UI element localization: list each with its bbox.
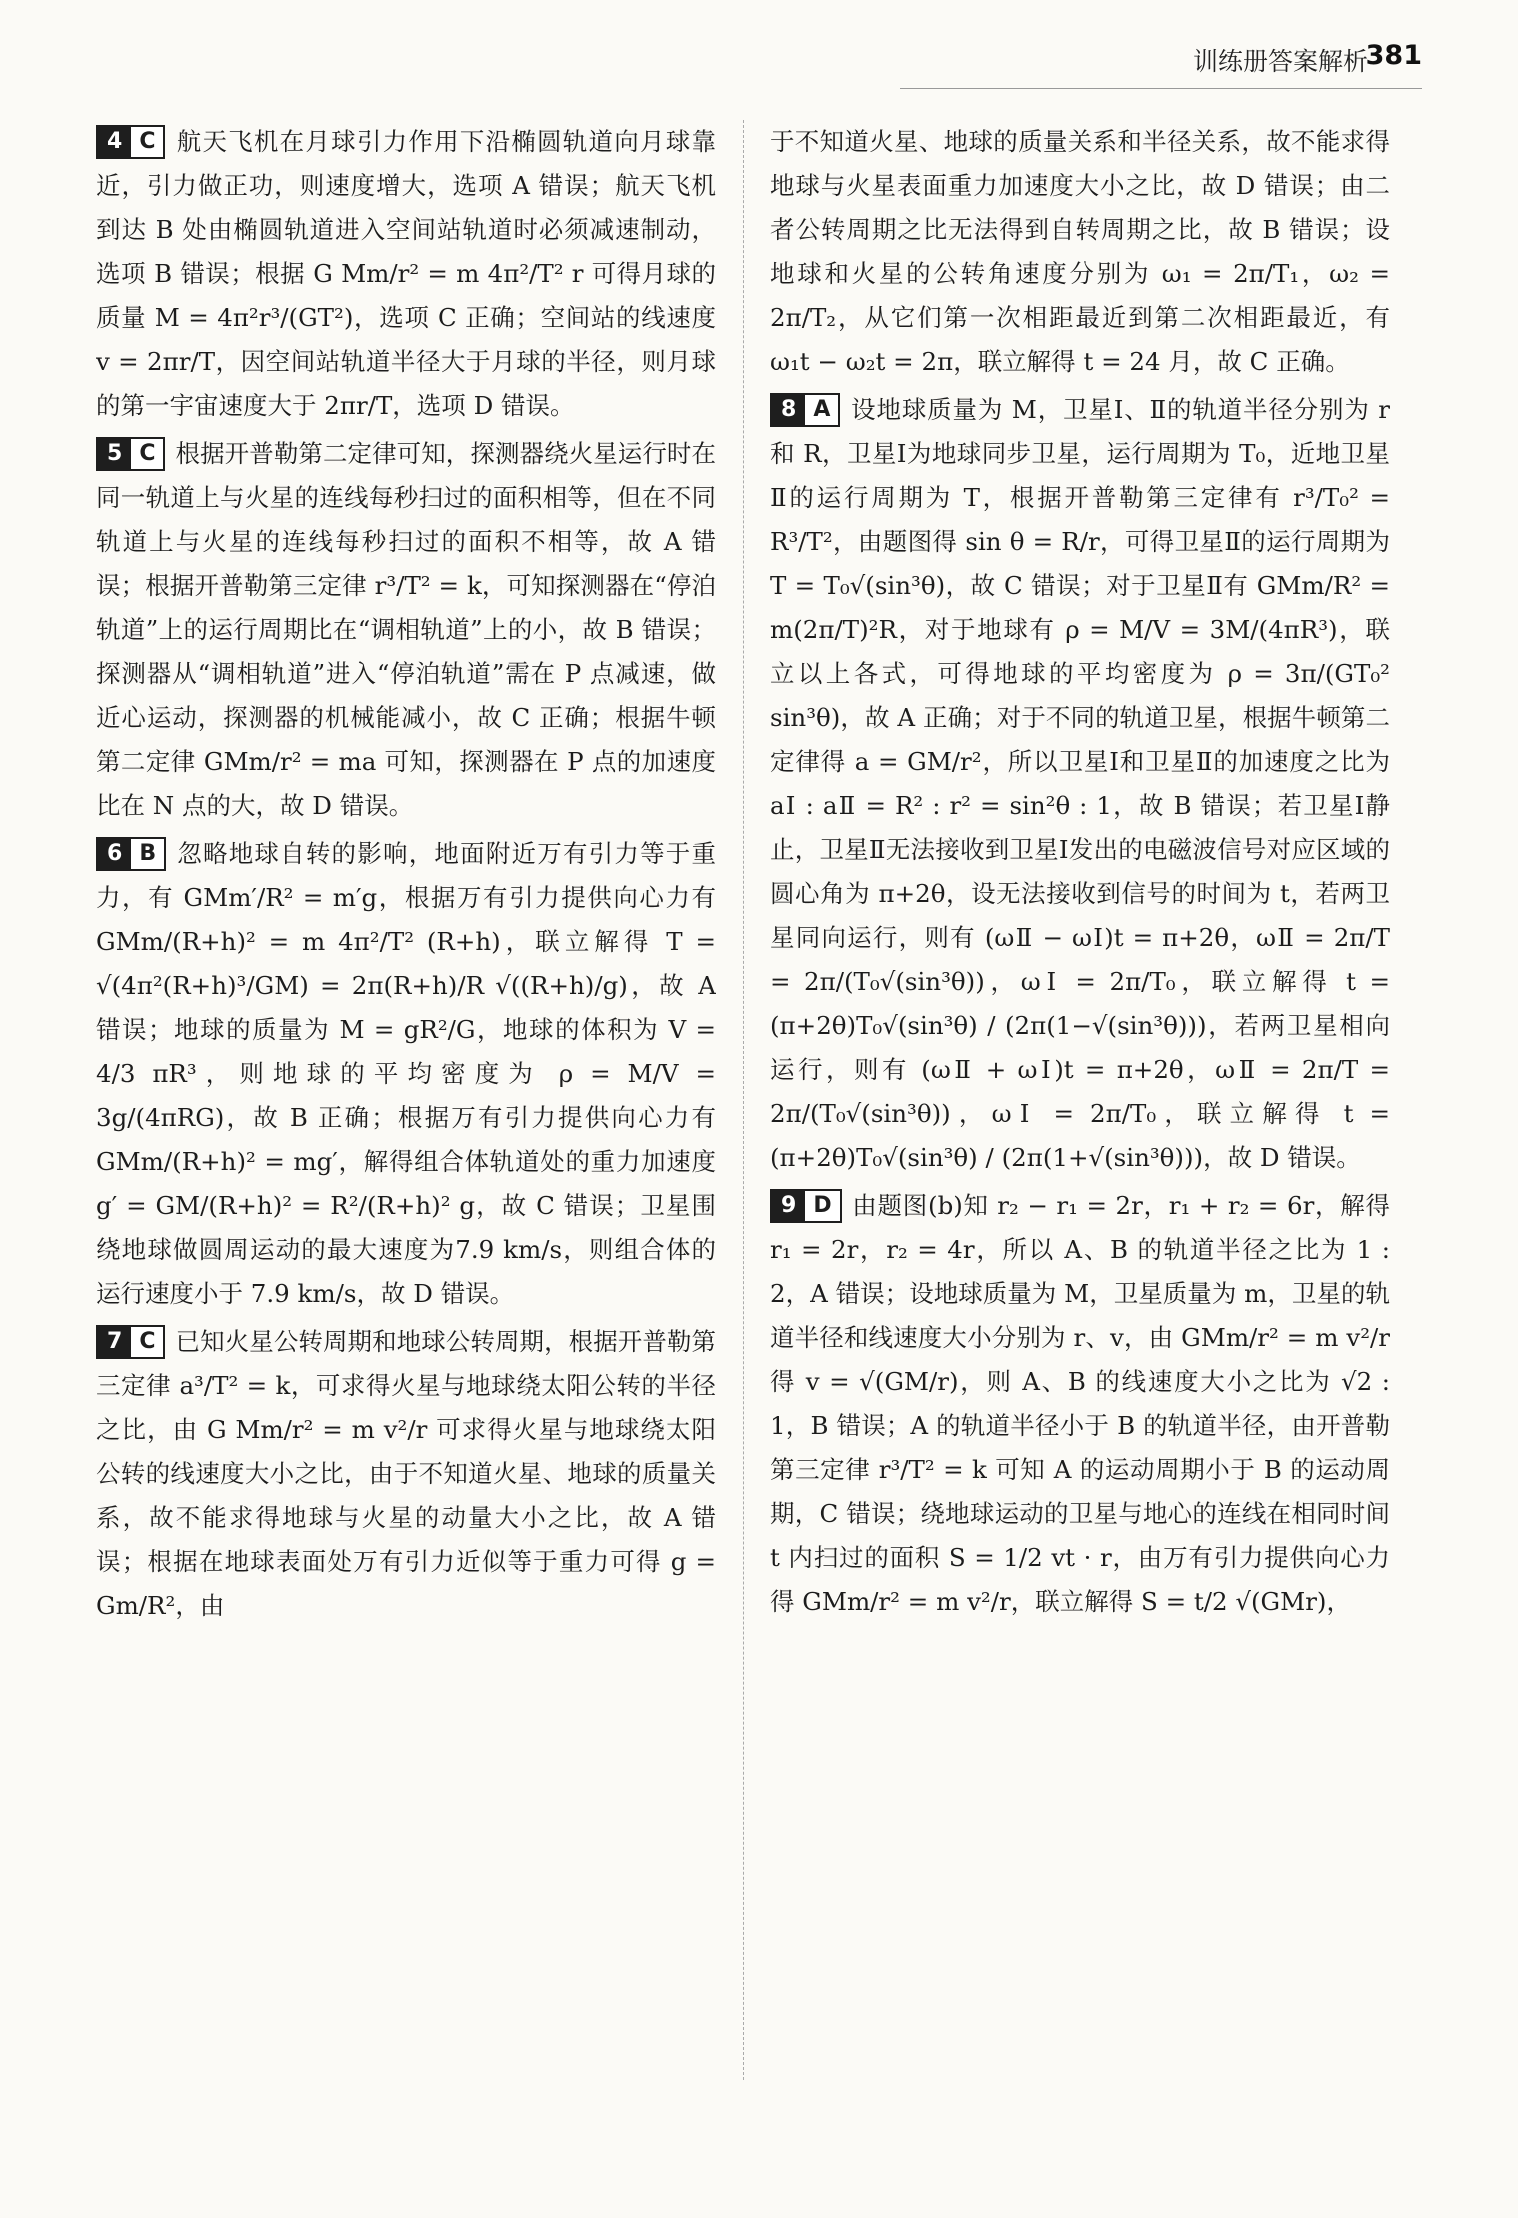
question-badge [96,1325,165,1359]
answer-letter: C [131,127,163,157]
question-badge [96,125,165,159]
question-badge [770,1189,842,1223]
right-column [770,120,1390,2085]
question-number: 4 [98,127,131,157]
entry-paragraph [96,432,716,828]
question-badge [96,837,166,871]
question-number: 5 [98,439,131,469]
entry-text: 航天飞机在月球引力作用下沿椭圆轨道向月球靠近，引力做正功，则速度增大，选项 A 错误；航天飞机到达 B 处由椭圆轨道进入空间站轨道时必须减速制动，选项 B 错误；根据 G Mm/r² = m 4π²/T² r 可得月球的质量 M = 4π²r³/(GT²)，选项 C 正确；空间站的线速度 v = 2πr/T，因空间站轨道半径大于月球的半径，则月球的第一宇宙速度大于 2πr/T，选项 D 错误。 [96,127,716,420]
answer-letter: B [131,839,164,869]
answer-entry [96,1320,716,1628]
question-number: 8 [772,395,805,425]
entry-text: 忽略地球自转的影响，地面附近万有引力等于重力，有 GMm′/R² = m′g，根据万有引力提供向心力有 GMm/(R+h)² = m 4π²/T² (R+h)，联立解得 T = √(4π²(R+h)³/GM) = 2π(R+h)/R √((R+h)/g)，故 A 错误；地球的质量为 M = gR²/G，地球的体积为 V = 4/3 πR³，则地球的平均密度为 ρ = M/V = 3g/(4πRG)，故 B 正确；根据万有引力提供向心力有 GMm/(R+h)² = mg′，解得组合体轨道处的重力加速度 g′ = GM/(R+h)² = R²/(R+h)² g，故 C 错误；卫星围绕地球做圆周运动的最大速度为7.9 km/s，则组合体的运行速度小于 7.9 km/s，故 D 错误。 [96,839,716,1308]
page-number: 381 [1365,40,1422,71]
question-number: 6 [98,839,131,869]
running-title: 训练册答案解析 [1192,47,1368,76]
answer-entry [96,832,716,1316]
entry-paragraph [96,832,716,1316]
continued-text: 于不知道火星、地球的质量关系和半径关系，故不能求得地球与火星表面重力加速度大小之比，故 D 错误；由二者公转周期之比无法得到自转周期之比，故 B 错误；设地球和火星的公转角速度分别为 ω₁ = 2π/T₁，ω₂ = 2π/T₂，从它们第一次相距最近到第二次相距最近，有 ω₁t − ω₂t = 2π，联立解得 t = 24 月，故 C 正确。 [770,127,1390,376]
entry-paragraph [96,120,716,428]
question-badge [96,437,165,471]
entry-text: 已知火星公转周期和地球公转周期，根据开普勒第三定律 a³/T² = k，可求得火星与地球绕太阳公转的半径之比，由 G Mm/r² = m v²/r 可求得火星与地球绕太阳公转的线速度大小之比，由于不知道火星、地球的质量关系，故不能求得地球与火星的动量大小之比，故 A 错误；根据在地球表面处万有引力近似等于重力可得 g = Gm/R²，由 [96,1327,716,1620]
entry-text: 由题图(b)知 r₂ − r₁ = 2r，r₁ + r₂ = 6r，解得 r₁ = 2r，r₂ = 4r，所以 A、B 的轨道半径之比为 1 : 2，A 错误；设地球质量为 M，卫星质量为 m，卫星的轨道半径和线速度大小分别为 r、v，由 GMm/r² = m v²/r 得 v = √(GM/r)，则 A、B 的线速度大小之比为 √2 : 1，B 错误；A 的轨道半径小于 B 的轨道半径，由开普勒第三定律 r³/T² = k 可知 A 的运动周期小于 B 的运动周期，C 错误；绕地球运动的卫星与地心的连线在相同时间 t 内扫过的面积 S = 1/2 vt · r，由万有引力提供向心力得 GMm/r² = m v²/r，联立解得 S = t/2 √(GMr)， [770,1191,1390,1616]
question-badge [770,393,840,427]
entry-text: 根据开普勒第二定律可知，探测器绕火星运行时在同一轨道上与火星的连线每秒扫过的面积相等，但在不同轨道上与火星的连线每秒扫过的面积不相等，故 A 错误；根据开普勒第三定律 r³/T² = k，可知探测器在“停泊轨道”上的运行周期比在“调相轨道”上的小，故 B 错误；探测器从“调相轨道”进入“停泊轨道”需在 P 点减速，做近心运动，探测器的机械能减小，故 C 正确；根据牛顿第二定律 GMm/r² = ma 可知，探测器在 P 点的加速度比在 N 点的大，故 D 错误。 [96,439,716,820]
entry-paragraph [770,388,1390,1180]
entry-paragraph [770,1184,1390,1624]
question-number: 9 [772,1191,805,1221]
answer-letter: A [805,395,838,425]
answer-entry [770,1184,1390,1624]
answer-letter: D [805,1191,839,1221]
question-number: 7 [98,1327,131,1357]
answer-entry [96,432,716,828]
page-header [0,0,1518,120]
answer-letter: C [131,1327,163,1357]
header-rule [900,88,1422,89]
entry-text: 设地球质量为 M，卫星Ⅰ、Ⅱ的轨道半径分别为 r 和 R，卫星Ⅰ为地球同步卫星，运行周期为 T₀，近地卫星Ⅱ的运行周期为 T，根据开普勒第三定律有 r³/T₀² = R³/T²，由题图得 sin θ = R/r，可得卫星Ⅱ的运行周期为 T = T₀√(sin³θ)，故 C 错误；对于卫星Ⅱ有 GMm/R² = m(2π/T)²R，对于地球有 ρ = M/V = 3M/(4πR³)，联立以上各式，可得地球的平均密度为 ρ = 3π/(GT₀² sin³θ)，故 A 正确；对于不同的轨道卫星，根据牛顿第二定律得 a = GM/r²，所以卫星Ⅰ和卫星Ⅱ的加速度之比为 aⅠ : aⅡ = R² : r² = sin²θ : 1，故 B 错误；若卫星Ⅰ静止，卫星Ⅱ无法接收到卫星Ⅰ发出的电磁波信号对应区域的圆心角为 π+2θ，设无法接收到信号的时间为 t，若两卫星同向运行，则有 (ωⅡ − ωⅠ)t = π+2θ，ωⅡ = 2π/T = 2π/(T₀√(sin³θ))，ωⅠ = 2π/T₀，联立解得 t = (π+2θ)T₀√(sin³θ) / (2π(1−√(sin³θ)))，若两卫星相向运行，则有 (ωⅡ + ωⅠ)t = π+2θ，ωⅡ = 2π/T = 2π/(T₀√(sin³θ))，ωⅠ = 2π/T₀，联立解得 t = (π+2θ)T₀√(sin³θ) / (2π(1+√(sin³θ)))，故 D 错误。 [770,395,1390,1172]
answer-entry [770,388,1390,1180]
left-column [96,120,716,2085]
answer-letter: C [131,439,163,469]
answer-entry [96,120,716,428]
entry-paragraph [96,1320,716,1628]
column-divider [743,120,744,2080]
